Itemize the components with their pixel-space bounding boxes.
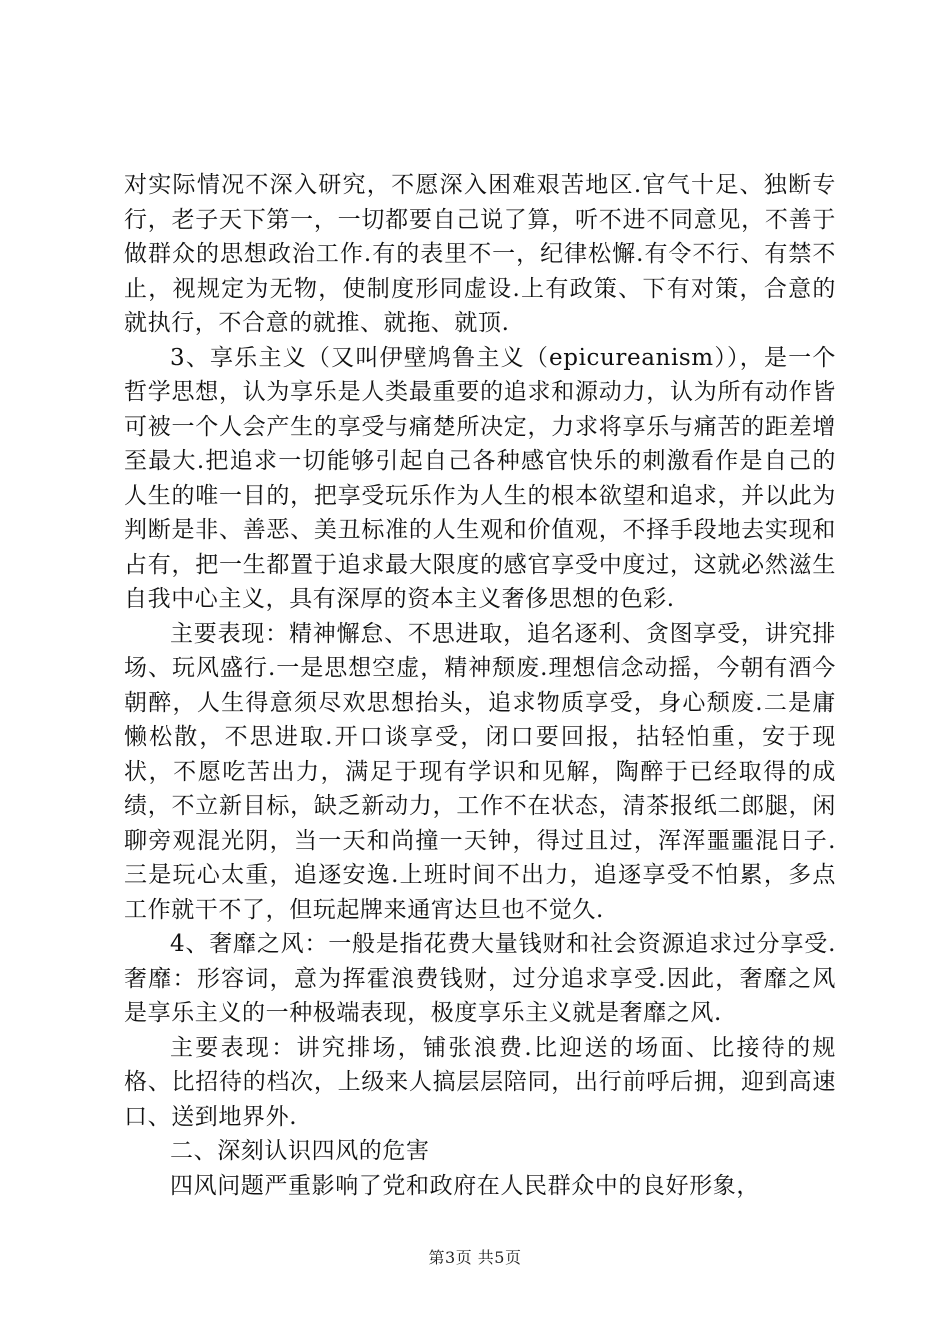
section-heading: 二、深刻认识四风的危害 <box>170 1138 430 1164</box>
paragraph-continuation: 对实际情况不深入研究，不愿深入困难艰苦地区.官气十足、独断专行，老子天下第一，一切都要自己说了算，听不进不同意见，不善于做群众的思想政治工作.有的表里不一，纪律松懈.有令不行、有禁不止，视规定为无物，使制度形同虚设.上有政策、下有对策，合意的就执行，不合意的就推、就拖、就顶. <box>124 172 836 336</box>
paragraph-extravagance: 4、奢靡之风：一般是指花费大量钱财和社会资源追求过分享受.奢靡：形容词，意为挥霍浪费钱财，过分追求享受.因此，奢靡之风是享乐主义的一种极端表现，极度享乐主义就是奢靡之风. <box>124 931 836 1026</box>
paragraph-hedonism: 3、享乐主义（又叫伊壁鸠鲁主义（epicureanism）），是一个哲学思想，认为享乐是人类最重要的追求和源动力，认为所有动作皆可被一个人会产生的享受与痛楚所决定，力求将享乐与痛苦的距差增至最大.把追求一切能够引起自己各种感官快乐的刺激看作是自己的人生的唯一目的，把享受玩乐作为人生的根本欲望和追求，并以此为判断是非、善恶、美丑标准的人生观和价值观，不择手段地去实现和占有，把一生都置于追求最大限度的感官享受中度过，这就必然滋生自我中心主义，具有深厚的资本主义奢侈思想的色彩. <box>124 344 836 612</box>
paragraph-hedonism-manifestations: 主要表现：精神懈怠、不思进取，追名逐利、贪图享受，讲究排场、玩风盛行.一是思想空虚，精神颓废.理想信念动摇，今朝有酒今朝醉，人生得意须尽欢思想抬头，追求物质享受，身心颓废.二是庸懒松散，不思进取.开口谈享受，闭口要回报，拈轻怕重，安于现状，不愿吃苦出力，满足于现有学识和见解，陶醉于已经取得的成绩，不立新目标，缺乏新动力，工作不在状态，清茶报纸二郎腿，闲聊旁观混光阴，当一天和尚撞一天钟，得过且过，浑浑噩噩混日子.三是玩心太重，追逐安逸.上班时间不出力，追逐享受不怕累，多点工作就干不了，但玩起牌来通宵达旦也不觉久. <box>124 620 836 923</box>
paragraph-extravagance-manifestations: 主要表现：讲究排场，铺张浪费.比迎送的场面、比接待的规格、比招待的档次，上级来人搞层层陪同，出行前呼后拥，迎到高速口、送到地界外. <box>124 1034 836 1130</box>
page-number-footer: 第3页 共5页 <box>428 1248 522 1267</box>
paragraph-harms: 四风问题严重影响了党和政府在人民群众中的良好形象， <box>170 1172 760 1199</box>
body-text <box>124 168 836 1203</box>
